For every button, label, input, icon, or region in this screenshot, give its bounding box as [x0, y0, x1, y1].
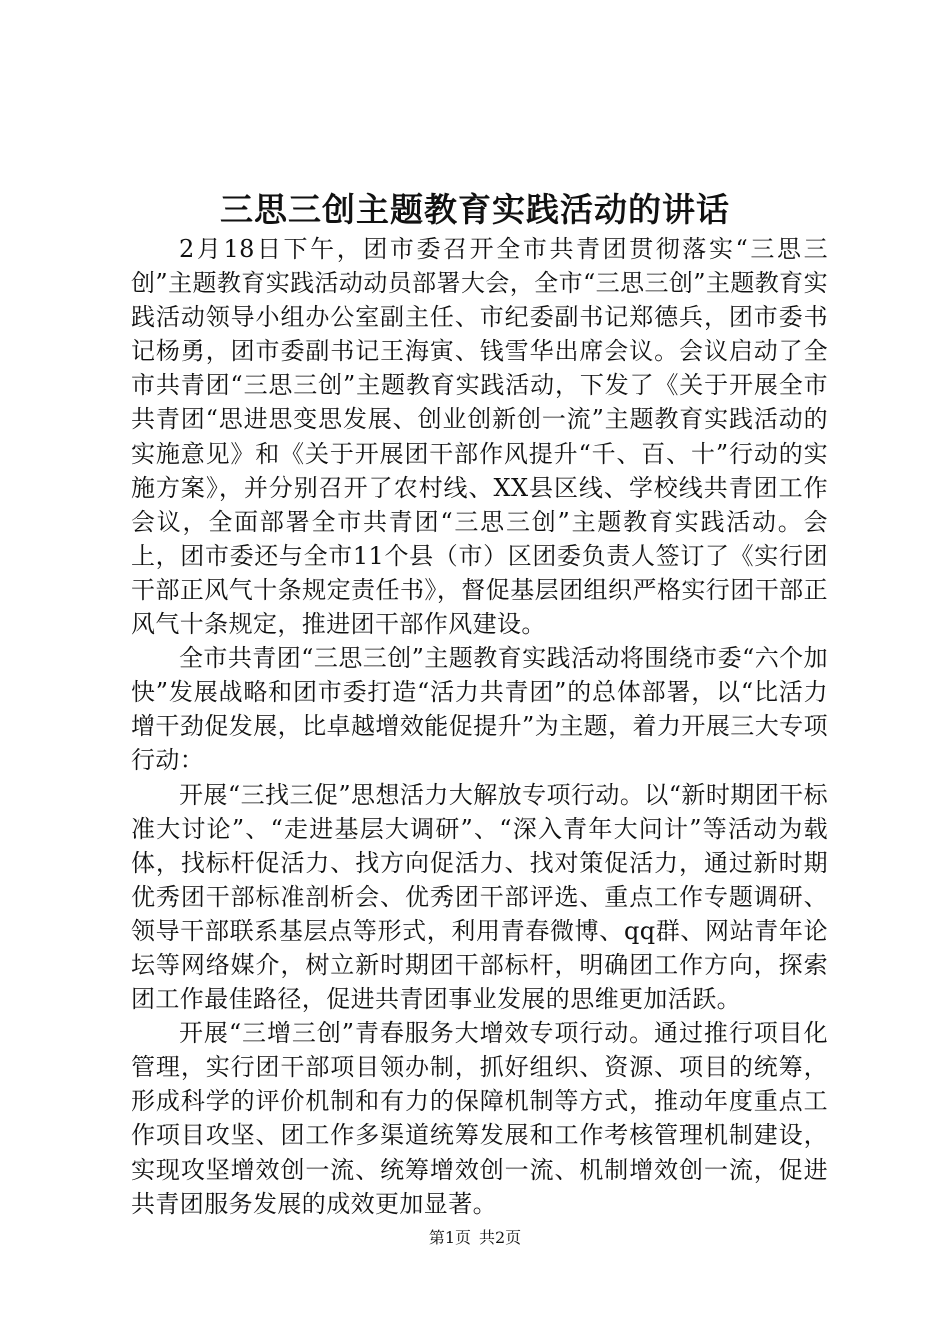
paragraph-1: 2月18日下午，团市委召开全市共青团贯彻落实“三思三创”主题教育实践活动动员部署大会，全市“三思三创”主题教育实践活动领导小组办公室副主任、市纪委副书记郑德兵，团市委书记杨勇，团市委副书记王海寅、钱雪华出席会议。会议启动了全市共青团“三思三创”主题教育实践活动，下发了《关于开展全市共青团“思进思变思发展、创业创新创一流”主题教育实践活动的实施意见》和《关于开展团干部作风提升“千、百、十”行动的实施方案》，并分别召开了农村线、XX县区线、学校线共青团工作会议，全面部署全市共青团“三思三创”主题教育实践活动。会上，团市委还与全市11个县（市）区团委负责人签订了《实行团干部正风气十条规定责任书》，督促基层团组织严格实行团干部正风气十条规定，推进团干部作风建设。	[131, 235, 828, 639]
paragraph-2: 全市共青团“三思三创”主题教育实践活动将围绕市委“六个加快”发展战略和团市委打造“活力共青团”的总体部署，以“比活力增干劲促发展，比卓越增效能促提升”为主题，着力开展三大专项行动：	[131, 644, 828, 775]
document-body	[131, 232, 828, 1221]
document-title: 三思三创主题教育实践活动的讲话	[220, 190, 730, 229]
paragraph-3: 开展“三找三促”思想活力大解放专项行动。以“新时期团干标准大讨论”、“走进基层大调研”、“深入青年大问计”等活动为载体，找标杆促活力、找方向促活力、找对策促活力，通过新时期优秀团干部标准剖析会、优秀团干部评选、重点工作专题调研、领导干部联系基层点等形式，利用青春微博、qq群、网站青年论坛等网络媒介，树立新时期团干部标杆，明确团工作方向，探索团工作最佳路径，促进共青团事业发展的思维更加活跃。	[131, 780, 828, 1014]
page-total: 共2页	[479, 1228, 522, 1247]
page-number: 第1页	[428, 1228, 471, 1247]
page-footer	[0, 1226, 950, 1250]
paragraph-4: 开展“三增三创”青春服务大增效专项行动。通过推行项目化管理，实行团干部项目领办制，抓好组织、资源、项目的统筹，形成科学的评价机制和有力的保障机制等方式，推动年度重点工作项目攻坚、团工作多渠道统筹发展和工作考核管理机制建设，实现攻坚增效创一流、统筹增效创一流、机制增效创一流，促进共青团服务发展的成效更加显著。	[131, 1019, 828, 1218]
